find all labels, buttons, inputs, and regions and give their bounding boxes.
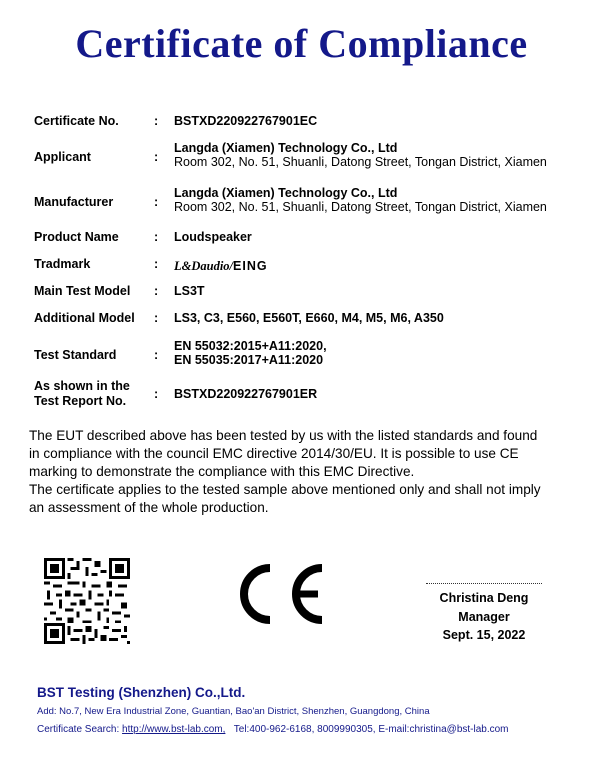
- manufacturer-address: Room 302, No. 51, Shuanli, Datong Street, Tongan District, Xiamen: [174, 200, 547, 214]
- trademark-value: [174, 259, 268, 274]
- trademark-label: Tradmark: [34, 257, 91, 271]
- applicant-label: Applicant: [34, 150, 91, 164]
- statement-line: in compliance with the council EMC directive 2014/30/EU. It is possible to use CE: [29, 446, 519, 461]
- ce-mark-icon: [232, 560, 328, 628]
- manufacturer-value: [174, 186, 547, 214]
- additional-model-value: LS3, C3, E560, E560T, E660, M4, M5, M6, A350: [174, 311, 444, 325]
- colon: :: [154, 257, 159, 271]
- certificate-title: Certificate of Compliance: [75, 21, 528, 66]
- statement-line: The certificate applies to the tested sample above mentioned only and shall not imply: [29, 482, 541, 497]
- contact-info: Tel:400-962-6168, 8009990305, E-mail:christina@bst-lab.com: [233, 724, 509, 735]
- test-report-label: [34, 379, 130, 409]
- colon: :: [154, 284, 159, 298]
- additional-model-label: Additional Model: [34, 311, 135, 325]
- applicant-value: [174, 141, 547, 169]
- footer-company: BST Testing (Shenzhen) Co.,Ltd.: [37, 685, 246, 700]
- colon: :: [154, 195, 159, 209]
- trademark-logo: EING: [233, 259, 268, 273]
- certificate-search-label: Certificate Search:: [37, 724, 120, 735]
- test-report-value: BSTXD220922767901ER: [174, 387, 318, 401]
- test-report-label-line2: Test Report No.: [34, 394, 127, 408]
- test-standard-line1: EN 55032:2015+A11:2020,: [174, 339, 327, 353]
- qr-code-icon: [44, 558, 130, 644]
- colon: :: [154, 311, 159, 325]
- compliance-statement: [29, 427, 589, 517]
- colon: :: [154, 387, 159, 401]
- manufacturer-label: Manufacturer: [34, 195, 114, 209]
- applicant-name: Langda (Xiamen) Technology Co., Ltd: [174, 141, 398, 155]
- footer-contact: [37, 724, 509, 735]
- signatory-name: Christina Deng: [439, 591, 529, 605]
- colon: :: [154, 150, 159, 164]
- colon: :: [154, 114, 159, 128]
- main-test-model-label: Main Test Model: [34, 284, 131, 298]
- signature-date: Sept. 15, 2022: [442, 628, 526, 642]
- colon: :: [154, 348, 159, 362]
- trademark-prefix: L&Daudio/: [174, 259, 234, 273]
- footer-address: Add: No.7, New Era Industrial Zone, Guantian, Bao'an District, Shenzhen, Guangdong, China: [37, 706, 430, 717]
- test-standard-label: Test Standard: [34, 348, 117, 362]
- test-standard-line2: EN 55035:2017+A11:2020: [174, 353, 324, 367]
- statement-line: marking to demonstrate the compliance with this EMC Directive.: [29, 464, 415, 479]
- colon: :: [154, 230, 159, 244]
- test-standard-value: [174, 339, 327, 367]
- statement-line: The EUT described above has been tested by us with the listed standards and found: [29, 428, 538, 443]
- test-report-label-line1: As shown in the: [34, 379, 130, 393]
- website-link[interactable]: http://www.bst-lab.com,: [122, 724, 226, 735]
- manufacturer-name: Langda (Xiamen) Technology Co., Ltd: [174, 186, 398, 200]
- product-name-label: Product Name: [34, 230, 119, 244]
- certificate-no-value: BSTXD220922767901EC: [174, 114, 318, 128]
- main-test-model-value: LS3T: [174, 284, 205, 298]
- product-name-value: Loudspeaker: [174, 230, 252, 244]
- signatory-title: Manager: [458, 610, 510, 624]
- signature-line: [426, 583, 542, 584]
- applicant-address: Room 302, No. 51, Shuanli, Datong Street, Tongan District, Xiamen: [174, 155, 547, 169]
- statement-line: an assessment of the whole production.: [29, 500, 269, 515]
- certificate-no-label: Certificate No.: [34, 114, 119, 128]
